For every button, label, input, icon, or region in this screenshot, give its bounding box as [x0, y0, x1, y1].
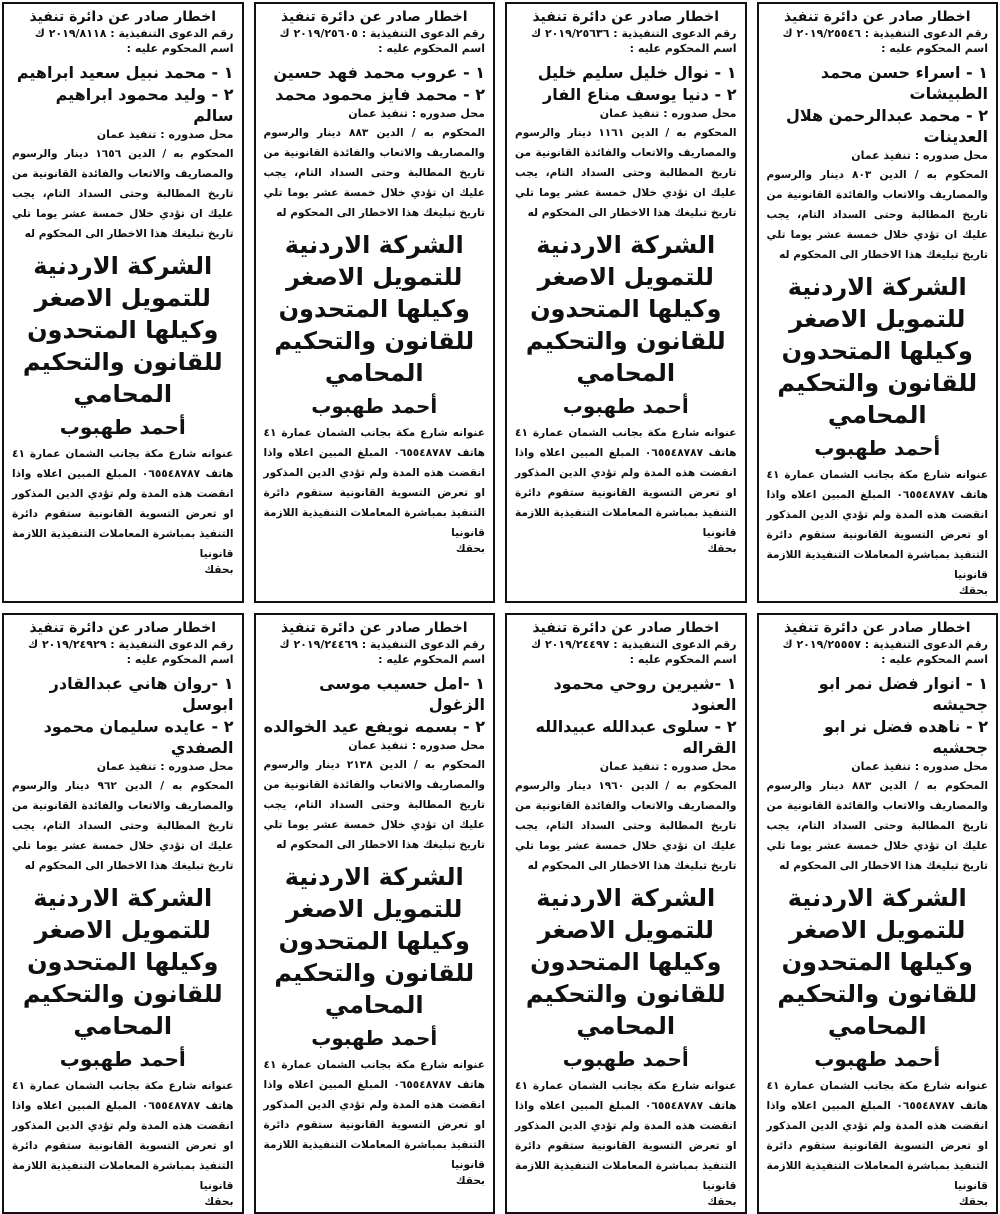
- lawyer-name: أحمد طهبوب: [311, 394, 438, 418]
- debtor-names: [12, 62, 234, 126]
- case-number: رقم الدعوى التنفيذية : ٢٠١٩/٢٥٦٠٥ ك: [279, 27, 485, 40]
- debtor-label: اسم المحكوم عليه :: [881, 653, 988, 666]
- lawyer-name: أحمد طهبوب: [59, 415, 186, 439]
- debtor-label: اسم المحكوم عليه :: [378, 42, 485, 55]
- issuing-court: محل صدوره : تنفيذ عمان: [851, 760, 988, 773]
- closing-word: بحقك: [707, 543, 737, 555]
- debtor-name: ١ - اسراء حسن محمد الطبيشات: [820, 63, 988, 103]
- lawyer-name: أحمد طهبوب: [814, 436, 941, 460]
- notices-grid: [2, 2, 998, 1208]
- address-text: عنوانه شارع مكة بجانب الشمان عمارة ٤١ هاتف ٠٦٥٥٤٨٧٨٧ المبلغ المبين اعلاه واذا انقضت هذه المدة ولم تؤدي الدين المذكور او تعرض التسوية القانونية ستقوم دائرة التنفيذ بمباشرة المعاملات التنفيذية اللازمة قانونيا: [263, 427, 485, 539]
- debtor-names: [264, 62, 486, 105]
- issuing-court: محل صدوره : تنفيذ عمان: [96, 128, 234, 141]
- debtor-label: اسم المحكوم عليه :: [629, 653, 737, 666]
- case-number: رقم الدعوى التنفيذية : ٢٠١٩/٢٤٤٦٩ ك: [279, 638, 485, 651]
- case-number: رقم الدعوى التنفيذية : ٢٠١٩/٢٤٤٩٧ ك: [531, 638, 737, 651]
- notice-title: اخطار صادر عن دائرة تنفيذ: [29, 620, 217, 636]
- debtor-name: ٢ - محمد عبدالرحمن هلال العدينات: [785, 106, 988, 146]
- address-text: عنوانه شارع مكة بجانب الشمان عمارة ٤١ هاتف ٠٦٥٥٤٨٧٨٧ المبلغ المبين اعلاه واذا انقضت هذه المدة ولم تؤدي الدين المذكور او تعرض التسوية القانونية ستقوم دائرة التنفيذ بمباشرة المعاملات التنفيذية اللازمة قانونيا: [12, 448, 234, 560]
- notice-title: اخطار صادر عن دائرة تنفيذ: [783, 9, 971, 25]
- case-number: رقم الدعوى التنفيذية : ٢٠١٩/٨١١٨ ك: [34, 27, 234, 40]
- notice-title: اخطار صادر عن دائرة تنفيذ: [532, 9, 720, 25]
- closing-word: بحقك: [455, 1175, 485, 1187]
- lawyer-name: أحمد طهبوب: [59, 1047, 186, 1071]
- debtor-name: ١ -شيرين روحي محمود العنود: [553, 674, 737, 714]
- debtor-label: اسم المحكوم عليه :: [881, 42, 988, 55]
- notice-title: اخطار صادر عن دائرة تنفيذ: [280, 620, 468, 636]
- issuing-court: محل صدوره : تنفيذ عمان: [96, 760, 234, 773]
- case-number: رقم الدعوى التنفيذية : ٢٠١٩/٢٥٥٤٦ ك: [782, 27, 988, 40]
- debtor-name: ١ - عروب محمد فهد حسين: [273, 63, 485, 82]
- debtor-name: ١ - نوال خليل سليم خليل: [537, 63, 737, 82]
- closing-word: بحقك: [707, 1196, 737, 1208]
- notice-title: اخطار صادر عن دائرة تنفيذ: [280, 9, 468, 25]
- creditor-firm: الشركة الاردنية للتمويل الاصغر وكيلها المتحدون للقانون والتحكيم المحامي: [525, 231, 726, 387]
- judgment-text: المحكوم به / الدين ١١٦١ دينار والرسوم والمصاريف والاتعاب والفائدة القانونية من تاريخ المطالبة وحتى السداد التام، يجب عليك ان تؤدي خلال خمسة عشر يوما تلي تاريخ تبليغك هذا الاخطار الى المحكوم له: [515, 127, 737, 219]
- notice-title: اخطار صادر عن دائرة تنفيذ: [532, 620, 720, 636]
- creditor-firm: الشركة الاردنية للتمويل الاصغر وكيلها المتحدون للقانون والتحكيم المحامي: [22, 884, 223, 1040]
- notice-card: [505, 2, 747, 603]
- creditor-firm: الشركة الاردنية للتمويل الاصغر وكيلها المتحدون للقانون والتحكيم المحامي: [777, 273, 978, 429]
- debtor-names: [767, 62, 989, 147]
- notice-title: اخطار صادر عن دائرة تنفيذ: [29, 9, 217, 25]
- debtor-name: ٢ - دنيا يوسف مناع الفار: [543, 85, 737, 104]
- lawyer-name: أحمد طهبوب: [814, 1047, 941, 1071]
- debtor-name: ١ -امل حسيب موسى الزغول: [319, 674, 485, 714]
- issuing-court: محل صدوره : تنفيذ عمان: [599, 760, 737, 773]
- debtor-name: ١ - انوار فضل نمر ابو جحيشه: [818, 674, 988, 714]
- debtor-name: ١ -روان هاني عبدالقادر ابوسل: [49, 674, 234, 714]
- debtor-label: اسم المحكوم عليه :: [378, 653, 485, 666]
- notice-card: [757, 2, 999, 603]
- debtor-names: [515, 673, 737, 758]
- address-text: عنوانه شارع مكة بجانب الشمان عمارة ٤١ هاتف ٠٦٥٥٤٨٧٨٧ المبلغ المبين اعلاه واذا انقضت هذه المدة ولم تؤدي الدين المذكور او تعرض التسوية القانونية ستقوم دائرة التنفيذ بمباشرة المعاملات التنفيذية اللازمة قانونيا: [12, 1080, 234, 1192]
- address-text: عنوانه شارع مكة بجانب الشمان عمارة ٤١ هاتف ٠٦٥٥٤٨٧٨٧ المبلغ المبين اعلاه واذا انقضت هذه المدة ولم تؤدي الدين المذكور او تعرض التسوية القانونية ستقوم دائرة التنفيذ بمباشرة المعاملات التنفيذية اللازمة قانونيا: [515, 427, 737, 539]
- judgment-text: المحكوم به / الدين ٨٨٣ دينار والرسوم والمصاريف والاتعاب والفائدة القانونية من تاريخ المطالبة وحتى السداد التام، يجب عليك ان تؤدي خلال خمسة عشر يوما تلي تاريخ تبليغك هذا الاخطار الى المحكوم له: [766, 780, 988, 872]
- lawyer-name: أحمد طهبوب: [562, 394, 689, 418]
- judgment-text: المحكوم به / الدين ٨٠٣ دينار والرسوم والمصاريف والاتعاب والفائدة القانونية من تاريخ المطالبة وحتى السداد التام، يجب عليك ان تؤدي خلال خمسة عشر يوما تلي تاريخ تبليغك هذا الاخطار الى المحكوم له: [766, 169, 988, 261]
- debtor-names: [264, 673, 486, 737]
- judgment-text: المحكوم به / الدين ٢١٣٨ دينار والرسوم والمصاريف والاتعاب والفائدة القانونية من تاريخ المطالبة وحتى السداد التام، يجب عليك ان تؤدي خلال خمسة عشر يوما تلي تاريخ تبليغك هذا الاخطار الى المحكوم له: [263, 759, 485, 851]
- creditor-firm: الشركة الاردنية للتمويل الاصغر وكيلها المتحدون للقانون والتحكيم المحامي: [777, 884, 978, 1040]
- case-number: رقم الدعوى التنفيذية : ٢٠١٩/٢٤٩٢٩ ك: [28, 638, 234, 651]
- debtor-name: ٢ - ناهده فضل نر ابو جحشيه: [823, 717, 988, 757]
- lawyer-name: أحمد طهبوب: [562, 1047, 689, 1071]
- debtor-name: ٢ - وليد محمود ابراهيم سالم: [55, 85, 234, 125]
- creditor-firm: الشركة الاردنية للتمويل الاصغر وكيلها المتحدون للقانون والتحكيم المحامي: [525, 884, 726, 1040]
- debtor-name: ٢ - محمد فايز محمود محمد: [275, 85, 485, 104]
- address-text: عنوانه شارع مكة بجانب الشمان عمارة ٤١ هاتف ٠٦٥٥٤٨٧٨٧ المبلغ المبين اعلاه واذا انقضت هذه المدة ولم تؤدي الدين المذكور او تعرض التسوية القانونية ستقوم دائرة التنفيذ بمباشرة المعاملات التنفيذية اللازمة قانونيا: [766, 469, 988, 581]
- debtor-names: [515, 62, 737, 105]
- debtor-label: اسم المحكوم عليه :: [126, 42, 234, 55]
- debtor-names: [767, 673, 989, 758]
- debtor-name: ٢ - بسمه نويفع عيد الخوالده: [263, 717, 485, 736]
- issuing-court: محل صدوره : تنفيذ عمان: [348, 107, 485, 120]
- issuing-court: محل صدوره : تنفيذ عمان: [348, 739, 485, 752]
- judgment-text: المحكوم به / الدين ١٩٦٠ دينار والرسوم والمصاريف والاتعاب والفائدة القانونية من تاريخ المطالبة وحتى السداد التام، يجب عليك ان تؤدي خلال خمسة عشر يوما تلي تاريخ تبليغك هذا الاخطار الى المحكوم له: [515, 780, 737, 872]
- lawyer-name: أحمد طهبوب: [311, 1026, 438, 1050]
- case-number: رقم الدعوى التنفيذية : ٢٠١٩/٢٥٥٥٧ ك: [782, 638, 988, 651]
- debtor-name: ١ - محمد نبيل سعيد ابراهيم: [16, 63, 234, 82]
- creditor-firm: الشركة الاردنية للتمويل الاصغر وكيلها المتحدون للقانون والتحكيم المحامي: [274, 863, 475, 1019]
- judgment-text: المحكوم به / الدين ٩٦٢ دينار والرسوم والمصاريف والاتعاب والفائدة القانونية من تاريخ المطالبة وحتى السداد التام، يجب عليك ان تؤدي خلال خمسة عشر يوما تلي تاريخ تبليغك هذا الاخطار الى المحكوم له: [12, 780, 234, 872]
- debtor-label: اسم المحكوم عليه :: [629, 42, 737, 55]
- creditor-firm: الشركة الاردنية للتمويل الاصغر وكيلها المتحدون للقانون والتحكيم المحامي: [22, 252, 223, 408]
- notice-title: اخطار صادر عن دائرة تنفيذ: [783, 620, 971, 636]
- closing-word: بحقك: [204, 1196, 234, 1208]
- notice-card: [254, 2, 496, 603]
- closing-word: بحقك: [455, 543, 485, 555]
- notice-card: [757, 613, 999, 1214]
- notice-card: [2, 613, 244, 1214]
- issuing-court: محل صدوره : تنفيذ عمان: [599, 107, 737, 120]
- address-text: عنوانه شارع مكة بجانب الشمان عمارة ٤١ هاتف ٠٦٥٥٤٨٧٨٧ المبلغ المبين اعلاه واذا انقضت هذه المدة ولم تؤدي الدين المذكور او تعرض التسوية القانونية ستقوم دائرة التنفيذ بمباشرة المعاملات التنفيذية اللازمة قانونيا: [515, 1080, 737, 1192]
- case-number: رقم الدعوى التنفيذية : ٢٠١٩/٢٥٦٣٦ ك: [531, 27, 737, 40]
- notice-card: [505, 613, 747, 1214]
- judgment-text: المحكوم به / الدين ١٦٥٦ دينار والرسوم والمصاريف والاتعاب والفائدة القانونية من تاريخ المطالبة وحتى السداد التام، يجب عليك ان تؤدي خلال خمسة عشر يوما تلي تاريخ تبليغك هذا الاخطار الى المحكوم له: [12, 148, 234, 240]
- debtor-name: ٢ - عايده سليمان محمود الصفدي: [43, 717, 234, 757]
- address-text: عنوانه شارع مكة بجانب الشمان عمارة ٤١ هاتف ٠٦٥٥٤٨٧٨٧ المبلغ المبين اعلاه واذا انقضت هذه المدة ولم تؤدي الدين المذكور او تعرض التسوية القانونية ستقوم دائرة التنفيذ بمباشرة المعاملات التنفيذية اللازمة قانونيا: [263, 1059, 485, 1171]
- debtor-names: [12, 673, 234, 758]
- creditor-firm: الشركة الاردنية للتمويل الاصغر وكيلها المتحدون للقانون والتحكيم المحامي: [274, 231, 475, 387]
- closing-word: بحقك: [958, 1196, 988, 1208]
- notice-card: [2, 2, 244, 603]
- issuing-court: محل صدوره : تنفيذ عمان: [851, 149, 988, 162]
- debtor-name: ٢ - سلوى عبدالله عبيدالله القراله: [535, 717, 737, 757]
- notice-card: [254, 613, 496, 1214]
- address-text: عنوانه شارع مكة بجانب الشمان عمارة ٤١ هاتف ٠٦٥٥٤٨٧٨٧ المبلغ المبين اعلاه واذا انقضت هذه المدة ولم تؤدي الدين المذكور او تعرض التسوية القانونية ستقوم دائرة التنفيذ بمباشرة المعاملات التنفيذية اللازمة قانونيا: [766, 1080, 988, 1192]
- judgment-text: المحكوم به / الدين ٨٨٣ دينار والرسوم والمصاريف والاتعاب والفائدة القانونية من تاريخ المطالبة وحتى السداد التام، يجب عليك ان تؤدي خلال خمسة عشر يوما تلي تاريخ تبليغك هذا الاخطار الى المحكوم له: [263, 127, 485, 219]
- debtor-label: اسم المحكوم عليه :: [126, 653, 234, 666]
- closing-word: بحقك: [958, 585, 988, 597]
- closing-word: بحقك: [204, 564, 234, 576]
